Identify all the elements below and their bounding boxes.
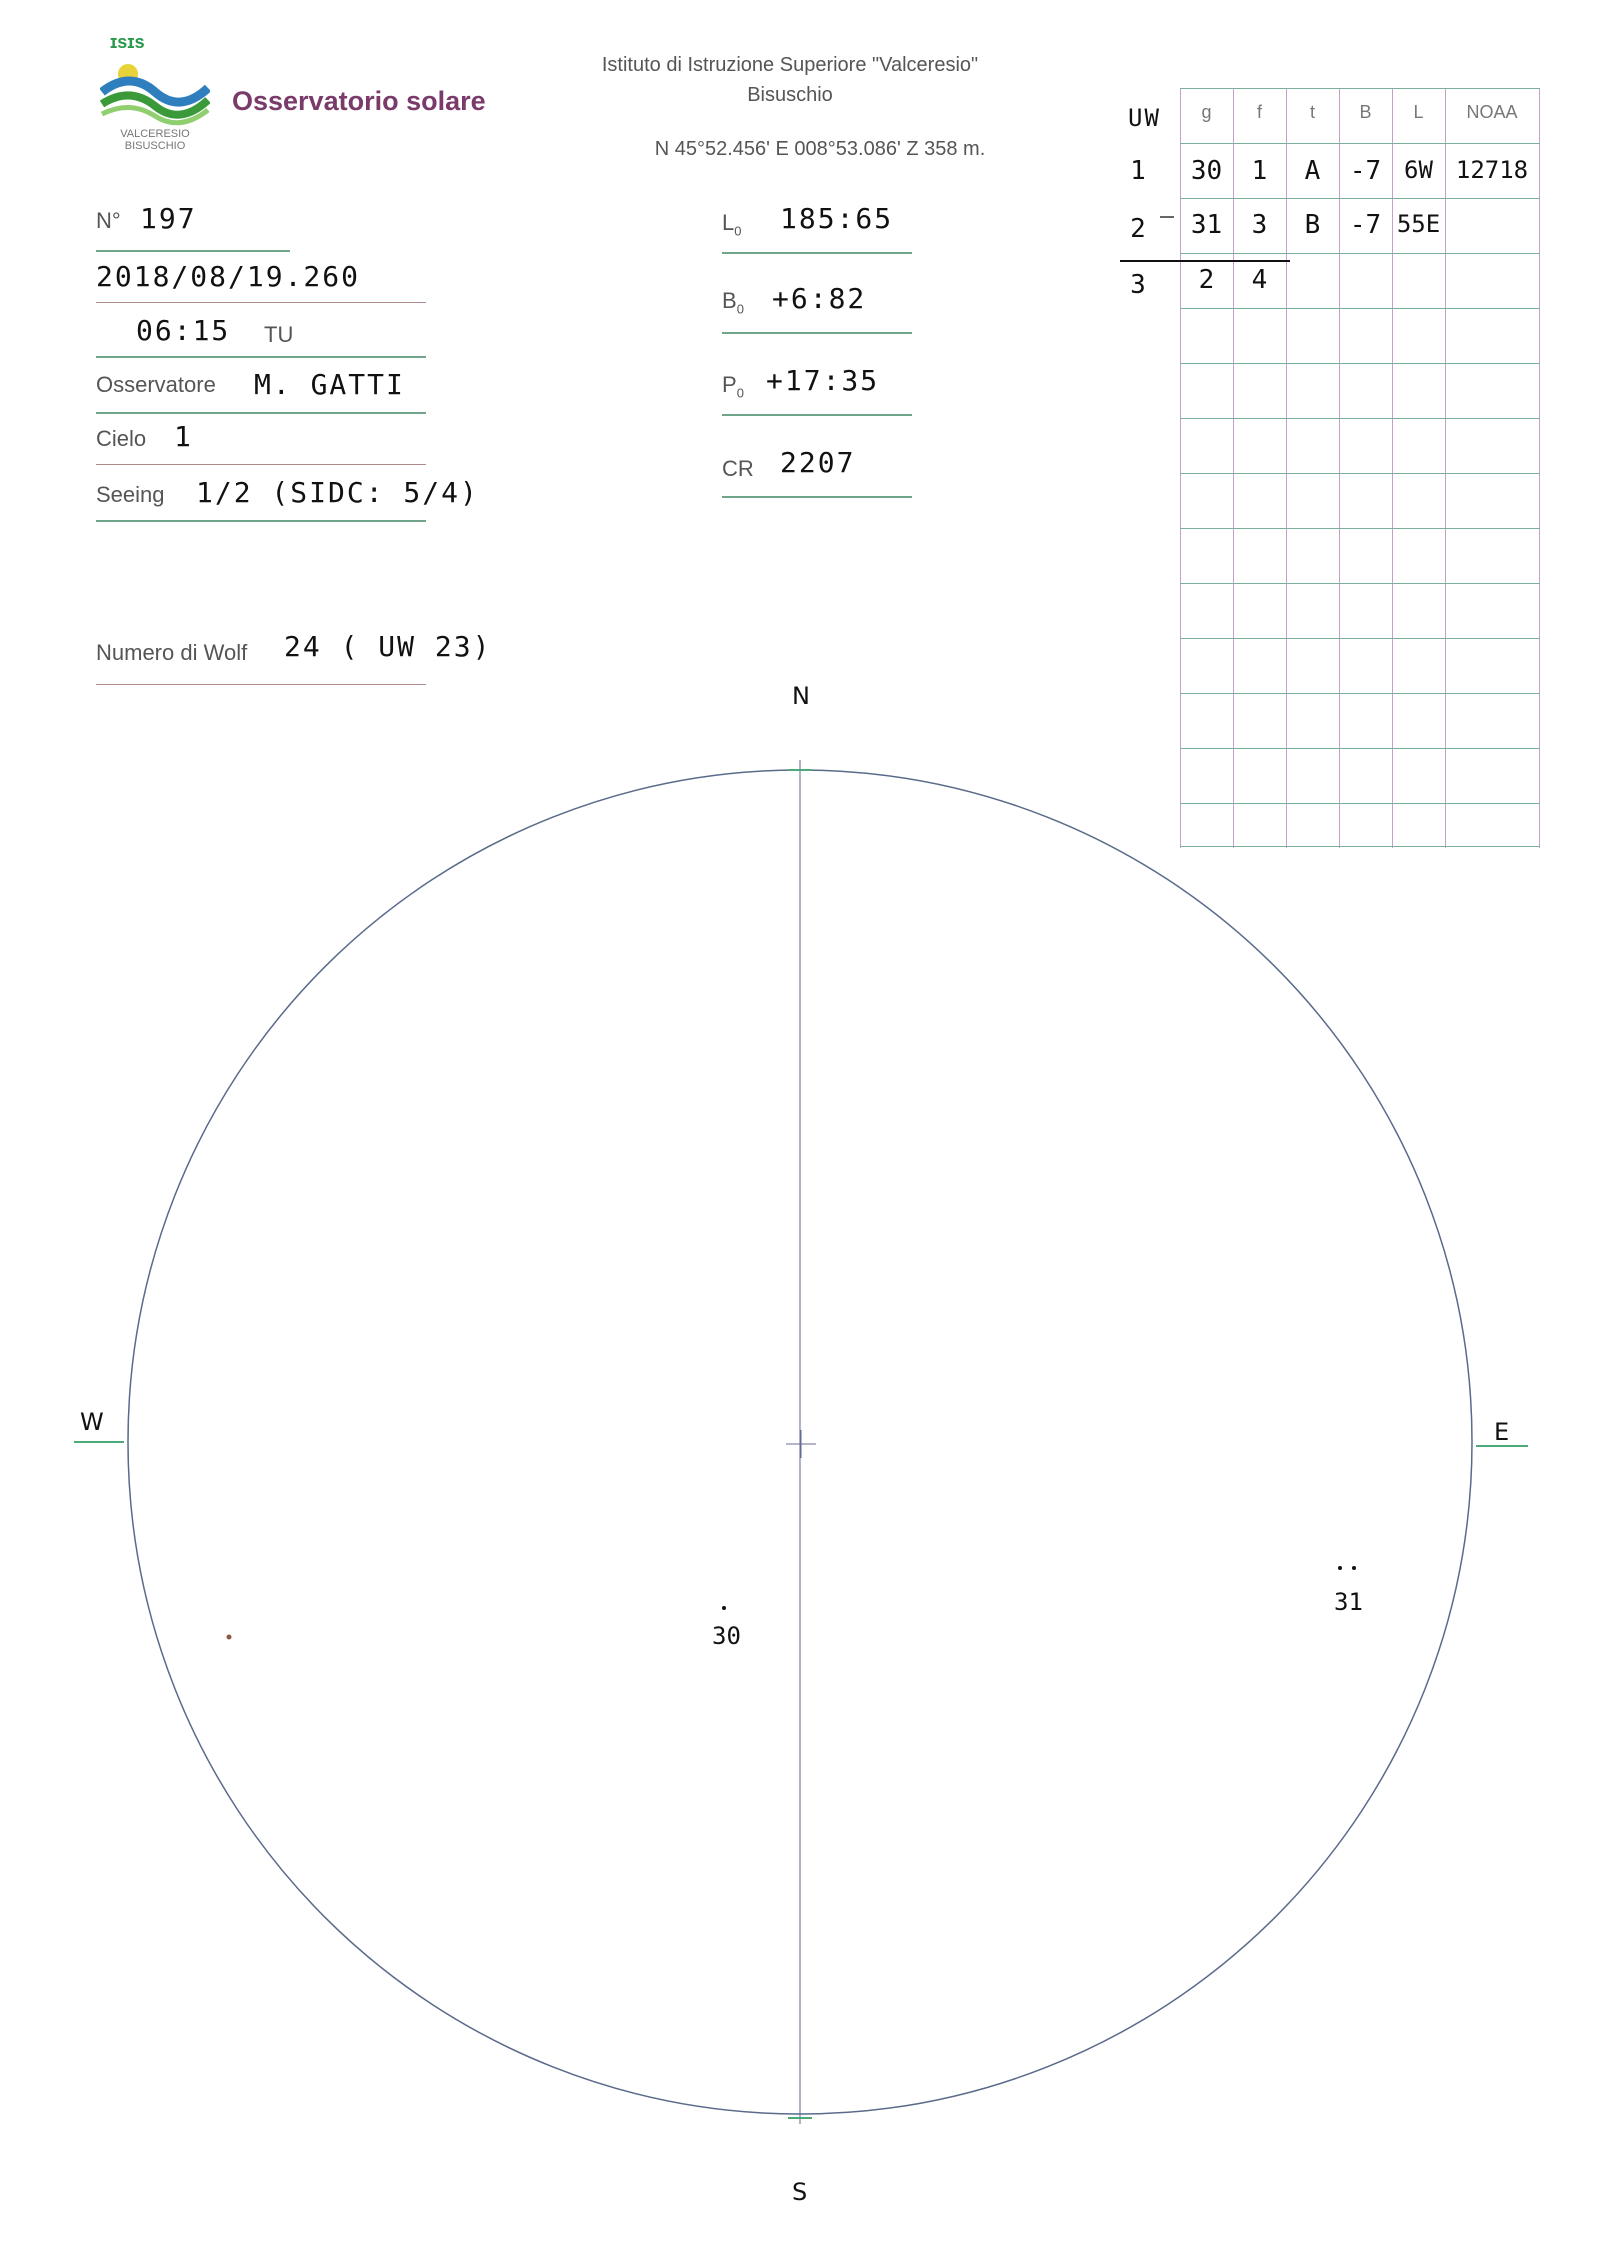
row2-l: 55E bbox=[1396, 210, 1441, 238]
b0-label: $B_0$ bbox=[722, 288, 744, 317]
observer-value: M. GATTI bbox=[254, 368, 405, 401]
row1-uw: 1 bbox=[1130, 156, 1146, 186]
observer-label: Osservatore bbox=[96, 372, 216, 397]
row2-uw: 2 bbox=[1130, 214, 1146, 244]
number-value: 197 bbox=[140, 202, 197, 235]
svg-text:ɪsɪs: ɪsɪs bbox=[110, 32, 145, 52]
seeing-value: 1/2 (SIDC: 5/4) bbox=[196, 476, 479, 509]
row1-t: A bbox=[1304, 156, 1321, 186]
col-header-t: t bbox=[1309, 102, 1315, 122]
cr-label: CR bbox=[722, 456, 754, 481]
p0-label: $P_0$ bbox=[722, 372, 744, 401]
south-label: S bbox=[792, 2178, 808, 2206]
spot-label-30: 30 bbox=[712, 1622, 741, 1650]
row1-l: 6W bbox=[1404, 156, 1433, 184]
col-header-f: f bbox=[1256, 102, 1262, 122]
row1-b: -7 bbox=[1349, 156, 1382, 186]
number-label: N° bbox=[96, 208, 121, 233]
row2-f: 3 bbox=[1251, 210, 1268, 240]
l0-value: 185:65 bbox=[780, 202, 894, 235]
logo-caption-line2: BISUSCHIO bbox=[124, 140, 186, 152]
west-label: W bbox=[80, 1408, 104, 1436]
row1-g: 30 bbox=[1190, 156, 1223, 186]
sky-label: Cielo bbox=[96, 426, 147, 451]
time-unit: TU bbox=[264, 322, 294, 347]
l0-label: $L_0$ bbox=[722, 210, 742, 239]
observatory-coordinates: N 45°52.456' E 008°53.086' Z 358 m. bbox=[654, 138, 986, 160]
observatory-title: Osservatorio solare bbox=[232, 86, 486, 116]
sunspot-group-30 bbox=[722, 1606, 726, 1610]
row2-t: B bbox=[1304, 210, 1321, 240]
col-header-b: B bbox=[1359, 102, 1372, 122]
seeing-label: Seeing bbox=[96, 482, 165, 507]
col-header-noaa: NOAA bbox=[1466, 102, 1518, 122]
wolf-value: 24 ( UW 23) bbox=[284, 630, 492, 663]
wolf-label: Numero di Wolf bbox=[96, 640, 248, 665]
row3-f: 4 bbox=[1251, 265, 1268, 295]
cr-value: 2207 bbox=[780, 446, 856, 479]
row3-g: 2 bbox=[1198, 265, 1215, 295]
institute-name: Istituto di Istruzione Superiore "Valceresio" bbox=[601, 54, 979, 76]
p0-value: +17:35 bbox=[766, 364, 880, 397]
north-label: N bbox=[792, 682, 810, 710]
col-header-l: L bbox=[1413, 102, 1424, 122]
sunspot-group-31-a bbox=[1338, 1566, 1342, 1570]
uw-header: UW bbox=[1128, 104, 1161, 132]
row2-g: 31 bbox=[1190, 210, 1223, 240]
institute-town: Bisuschio bbox=[747, 84, 833, 106]
row1-noaa: 12718 bbox=[1455, 156, 1529, 184]
east-label: E bbox=[1494, 1418, 1510, 1446]
b0-value: +6:82 bbox=[772, 282, 867, 315]
row1-f: 1 bbox=[1251, 156, 1268, 186]
date-value: 2018/08/19.260 bbox=[96, 260, 361, 293]
time-value: 06:15 bbox=[136, 314, 231, 347]
row2-b: -7 bbox=[1349, 210, 1382, 240]
spot-label-31: 31 bbox=[1334, 1588, 1363, 1616]
row3-uw: 3 bbox=[1130, 270, 1146, 300]
col-header-g: g bbox=[1201, 102, 1212, 122]
sky-value: 1 bbox=[174, 420, 193, 453]
sunspot-group-31-b bbox=[1352, 1566, 1356, 1570]
logo-caption-line1: VALCERESIO bbox=[120, 128, 190, 140]
paper-speck bbox=[227, 1635, 232, 1640]
